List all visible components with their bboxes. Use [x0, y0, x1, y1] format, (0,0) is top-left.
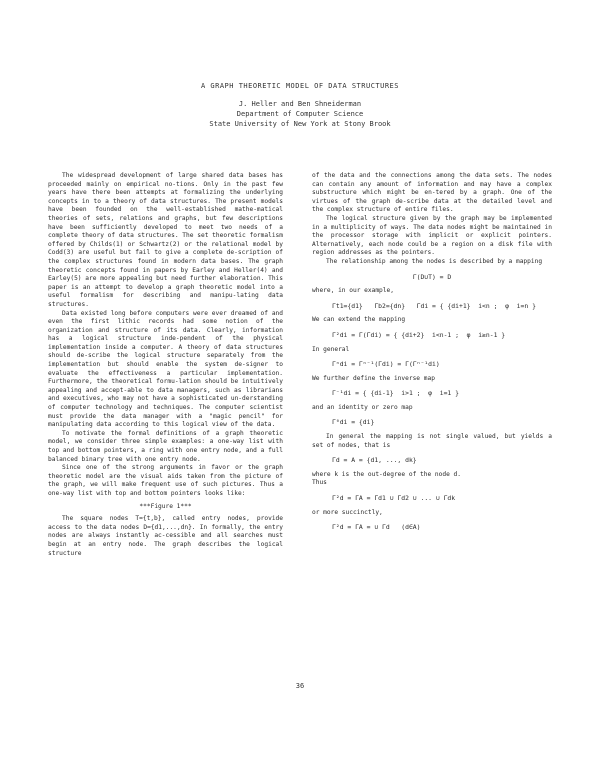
equation-identity: Γ⁰di = {di}	[332, 418, 375, 427]
author-block	[0, 99, 600, 129]
body-text: or more succinctly,	[312, 508, 383, 516]
author-institution: State University of New York at Stony Brook	[209, 120, 391, 128]
equation-succinct: Γ²d = ΓA = ∪ Γd (d∈A)	[332, 523, 421, 532]
equation-extend: Γ²di = Γ(Γdi) = { {di+2} i<n-1 ; φ i≥n-1 }	[332, 330, 506, 339]
body-paragraph: To motivate the formal definitions of a graph theoretic model, we consider three simple examples: a one-way list with top and bottom pointers, a ring with one entry node, and a full balanced binary tree with one entry node.	[48, 429, 283, 463]
body-text: where k is the out-degree of the node d.	[312, 470, 462, 478]
paper-title: A GRAPH THEORETIC MODEL OF DATA STRUCTURES	[200, 82, 399, 90]
body-paragraph: In general the mapping is not single valued, but yields a set of nodes, that is	[312, 433, 552, 449]
body-text: We can extend the mapping	[312, 316, 406, 324]
body-paragraph: of the data and the connections among the data sets. The nodes can contain any amount of information and may have a complex substructure which might be en-tered by a graph. One of the virtues of the graph de-scribe data at the detailed level and the complex structure of entire files.	[312, 172, 552, 214]
equation-mapping: Γ(D∪T) = D	[412, 272, 452, 281]
body-paragraph: The logical structure given by the graph may be implemented in a multiplicity of ways. The data nodes might be maintained in the processor storage with implicit or explicit pointers. Alternatively, each node could be a region on a disk file with region addresses as the pointers.	[312, 214, 552, 257]
body-text: where, in our example,	[312, 287, 394, 295]
body-paragraph: The relationship among the nodes is described by a mapping	[326, 257, 543, 265]
body-paragraph: Data existed long before computers were ever dreamed of and even the first lithic records had some notion of the organization and structure of its data. Clearly, information has a logical structure inde-pendent of the physical implementation inside a computer. A theory of data structures should de-scribe the logical structure separately from the implementation but should enable the system de-signer to evaluate the effectiveness a particular implementation. Furthermore, the theoretical formu-lation should be intuitively appealing and accept-able to data managers, such as librarians and executives, who may not have a sophisticated un-derstanding of computer technology and techniques. The computer scientist must provide the data manager with a "magic pencil" for manipulating data according to this logical view of the data.	[48, 309, 283, 429]
equation-inverse: Γ⁻¹di = { {di-1} i>1 ; φ i=1 }	[332, 389, 459, 398]
author-names: J. Heller and Ben Shneiderman	[238, 100, 362, 108]
right-column	[312, 172, 552, 538]
left-column	[48, 172, 283, 558]
body-text: We further define the inverse map	[312, 374, 435, 382]
equation-general: Γⁿdi = Γⁿ⁻¹(Γdi) = Γ(Γⁿ⁻¹di)	[332, 360, 440, 369]
body-paragraph: The square nodes T={t,b}, called entry nodes, provide access to the data nodes D={d1,...,dn}. In formally, the entry nodes are always instantly ac-cessible and all searches must begin at an entry node. The graph describes the logical structure	[48, 515, 283, 557]
body-text: In general	[312, 345, 350, 353]
body-text: Thus	[312, 479, 327, 487]
page-number: 36	[295, 682, 305, 690]
author-department: Department of Computer Science	[236, 110, 364, 118]
figure-caption: ***Figure 1***	[139, 502, 192, 510]
body-text: and an identity or zero map	[312, 403, 413, 411]
body-paragraph: Since one of the strong arguments in favor or the graph theoretic model are the visual aids taken from the picture of the graph, we will make frequent use of such pictures. Thus a one-way list with top and bottom pointers looks like:	[48, 464, 283, 497]
body-paragraph: The widespread development of large shared data bases has proceeded mainly on empirical no-tions. Only in the past few years have there been attempts at formalizing the underlying concepts in to a theory of data structures. The present models have been founded on the well-established mathe-matical theories of sets, relations and graphs, but few descriptions have been sufficiently developed to meet two needs of a complete theory of data structures. The set theoretic formalism offered by Childs(1) or Schwartz(2) or the relational model by Codd(3) are useful but fail to give a complete de-scription of the complex structures found in modern data bases. The graph theoretic concepts found in papers by Earley and Heller(4) and Earley(5) are more appealing but need further elaboration. This paper is an attempt to develop a graph theoretic model into a useful formalism for describing and manipu-lating data structures.	[48, 172, 283, 308]
equation-example: Γt1={d1} Γb2={dn} Γdi = { {di+1} i<n ; φ i=n }	[332, 301, 536, 310]
equation-set: Γd = A = {d1, ..., dk}	[332, 456, 417, 465]
equation-thus: Γ²d = ΓA = Γd1 ∪ Γd2 ∪ ... ∪ Γdk	[332, 494, 456, 503]
